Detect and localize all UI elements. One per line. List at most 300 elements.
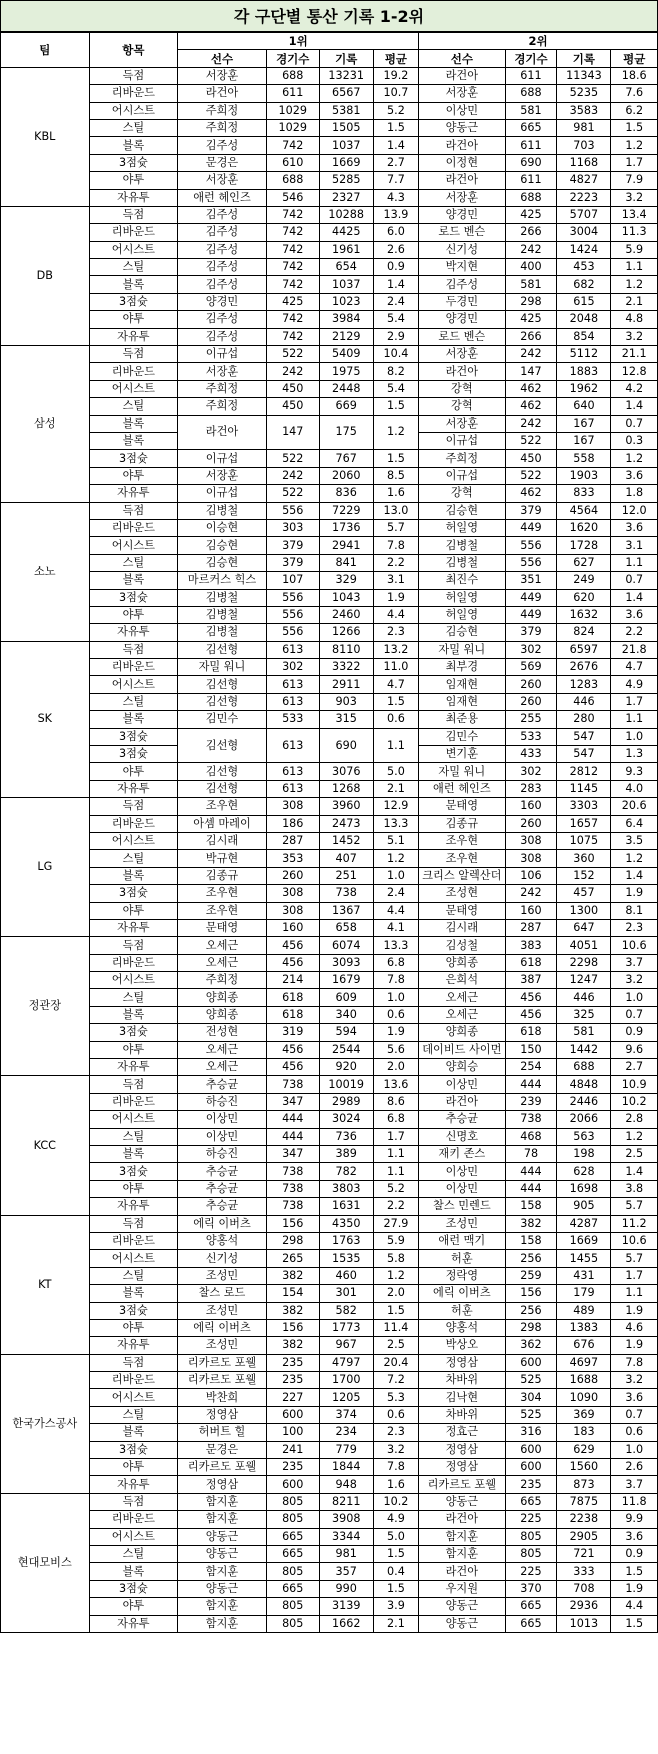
cell-item: 어시스트 xyxy=(89,1111,178,1128)
cell-player-2: 양경민 xyxy=(419,311,505,328)
cell-item: 스틸 xyxy=(89,1128,178,1145)
cell-record-1: 374 xyxy=(319,1406,373,1423)
cell-games-2: 298 xyxy=(505,1319,557,1336)
cell-avg-2: 1.1 xyxy=(611,554,658,571)
cell-avg-1: 0.6 xyxy=(373,711,418,728)
cell-player-1: 자밀 워니 xyxy=(178,659,267,676)
cell-record-2: 453 xyxy=(557,259,611,276)
cell-avg-1: 2.5 xyxy=(373,1337,418,1354)
cell-record-1: 1266 xyxy=(319,624,373,641)
cell-avg-2: 8.1 xyxy=(611,902,658,919)
cell-record-2: 280 xyxy=(557,711,611,728)
cell-avg-2: 1.1 xyxy=(611,711,658,728)
cell-games-2: 449 xyxy=(505,589,557,606)
table-row xyxy=(1,537,658,554)
header-item: 항목 xyxy=(89,33,178,68)
cell-avg-2: 1.5 xyxy=(611,119,658,136)
cell-record-2: 2066 xyxy=(557,1111,611,1128)
cell-record-1: 5285 xyxy=(319,172,373,189)
cell-record-2: 4697 xyxy=(557,1354,611,1371)
cell-avg-2: 9.6 xyxy=(611,1041,658,1058)
cell-item: 어시스트 xyxy=(89,972,178,989)
table-body xyxy=(1,67,658,1632)
cell-avg-2: 10.9 xyxy=(611,1076,658,1093)
table-row xyxy=(1,67,658,84)
cell-player-1: 조우현 xyxy=(178,885,267,902)
table-row xyxy=(1,937,658,954)
cell-avg-2: 10.6 xyxy=(611,1232,658,1249)
table-row xyxy=(1,832,658,849)
cell-record-1: 1205 xyxy=(319,1389,373,1406)
cell-games-2: 387 xyxy=(505,972,557,989)
table-row xyxy=(1,1250,658,1267)
cell-games-2: 444 xyxy=(505,1180,557,1197)
cell-record-1: 4350 xyxy=(319,1215,373,1232)
cell-avg-2: 4.6 xyxy=(611,1319,658,1336)
cell-player-1: 에릭 이버츠 xyxy=(178,1215,267,1232)
cell-avg-1: 2.2 xyxy=(373,1198,418,1215)
cell-games-1: 533 xyxy=(266,711,319,728)
header-games-2: 경기수 xyxy=(505,50,557,67)
cell-record-1: 654 xyxy=(319,259,373,276)
cell-player-1: 함지훈 xyxy=(178,1493,267,1510)
cell-record-2: 446 xyxy=(557,989,611,1006)
cell-record-2: 721 xyxy=(557,1545,611,1562)
cell-record-2: 1632 xyxy=(557,606,611,623)
cell-item: 자유투 xyxy=(89,780,178,797)
cell-record-1: 767 xyxy=(319,450,373,467)
table-row xyxy=(1,102,658,119)
cell-record-2: 5707 xyxy=(557,206,611,223)
cell-record-2: 547 xyxy=(557,728,611,745)
cell-avg-2: 3.6 xyxy=(611,1389,658,1406)
cell-record-2: 360 xyxy=(557,850,611,867)
table-row xyxy=(1,415,658,432)
cell-item: 득점 xyxy=(89,1354,178,1371)
cell-games-1: 214 xyxy=(266,972,319,989)
cell-player-1: 양희종 xyxy=(178,989,267,1006)
cell-avg-1: 4.7 xyxy=(373,676,418,693)
cell-player-2: 조우현 xyxy=(419,832,505,849)
cell-record-1: 1679 xyxy=(319,972,373,989)
cell-avg-2: 1.2 xyxy=(611,276,658,293)
cell-player-1: 함지훈 xyxy=(178,1598,267,1615)
cell-player-2: 양동근 xyxy=(419,1493,505,1510)
cell-games-2: 665 xyxy=(505,1615,557,1632)
cell-games-2: 150 xyxy=(505,1041,557,1058)
table-row xyxy=(1,659,658,676)
cell-record-1: 841 xyxy=(319,554,373,571)
cell-record-1: 1844 xyxy=(319,1459,373,1476)
cell-player-1: 이규섭 xyxy=(178,450,267,467)
cell-games-1: 298 xyxy=(266,1232,319,1249)
cell-avg-2: 10.2 xyxy=(611,1093,658,1110)
cell-avg-1: 1.2 xyxy=(373,1267,418,1284)
cell-avg-1: 2.9 xyxy=(373,328,418,345)
cell-avg-2: 1.8 xyxy=(611,485,658,502)
cell-player-2: 최진수 xyxy=(419,572,505,589)
cell-record-2: 5235 xyxy=(557,85,611,102)
cell-record-1: 782 xyxy=(319,1163,373,1180)
cell-avg-2: 1.0 xyxy=(611,728,658,745)
table-row xyxy=(1,241,658,258)
cell-games-1: 425 xyxy=(266,293,319,310)
cell-record-2: 1688 xyxy=(557,1372,611,1389)
cell-games-2: 581 xyxy=(505,102,557,119)
cell-record-1: 3344 xyxy=(319,1528,373,1545)
cell-avg-1: 1.2 xyxy=(373,850,418,867)
team-name: 소노 xyxy=(1,502,90,641)
cell-record-2: 2812 xyxy=(557,763,611,780)
cell-games-1: 379 xyxy=(266,554,319,571)
cell-record-2: 4051 xyxy=(557,937,611,954)
cell-avg-1: 4.1 xyxy=(373,919,418,936)
cell-avg-1: 5.1 xyxy=(373,832,418,849)
cell-player-1: 조우현 xyxy=(178,902,267,919)
cell-avg-1: 2.2 xyxy=(373,554,418,571)
cell-games-2: 665 xyxy=(505,1493,557,1510)
cell-avg-2: 1.1 xyxy=(611,1285,658,1302)
cell-item: 블록 xyxy=(89,572,178,589)
cell-avg-1: 5.3 xyxy=(373,1389,418,1406)
cell-record-2: 1013 xyxy=(557,1615,611,1632)
cell-avg-2: 0.7 xyxy=(611,415,658,432)
cell-player-2: 찰스 민렌드 xyxy=(419,1198,505,1215)
cell-item: 블록 xyxy=(89,1424,178,1441)
cell-avg-2: 4.8 xyxy=(611,311,658,328)
cell-games-1: 618 xyxy=(266,989,319,1006)
cell-player-2: 허일영 xyxy=(419,589,505,606)
cell-games-1: 235 xyxy=(266,1459,319,1476)
cell-record-2: 179 xyxy=(557,1285,611,1302)
cell-games-1: 738 xyxy=(266,1198,319,1215)
cell-avg-1: 1.5 xyxy=(373,450,418,467)
cell-item: 자유투 xyxy=(89,1059,178,1076)
cell-player-2: 서장훈 xyxy=(419,346,505,363)
cell-item: 3점슛 xyxy=(89,293,178,310)
cell-player-1: 오세근 xyxy=(178,1041,267,1058)
cell-games-1: 382 xyxy=(266,1337,319,1354)
table-row xyxy=(1,1111,658,1128)
table-row xyxy=(1,1441,658,1458)
cell-item: 야투 xyxy=(89,1180,178,1197)
cell-avg-1: 20.4 xyxy=(373,1354,418,1371)
cell-record-2: 854 xyxy=(557,328,611,345)
cell-player-1: 서장훈 xyxy=(178,172,267,189)
cell-item: 블록 xyxy=(89,1146,178,1163)
cell-item: 자유투 xyxy=(89,624,178,641)
cell-record-1: 836 xyxy=(319,485,373,502)
cell-player-2: 양희종 xyxy=(419,954,505,971)
cell-avg-2: 1.1 xyxy=(611,259,658,276)
table-row xyxy=(1,954,658,971)
cell-avg-1: 5.4 xyxy=(373,380,418,397)
cell-games-2: 160 xyxy=(505,902,557,919)
cell-player-2: 조우현 xyxy=(419,850,505,867)
cell-record-1: 3908 xyxy=(319,1511,373,1528)
cell-avg-1: 5.9 xyxy=(373,1232,418,1249)
cell-games-1: 742 xyxy=(266,206,319,223)
cell-games-2: 260 xyxy=(505,693,557,710)
cell-avg-2: 3.5 xyxy=(611,832,658,849)
cell-record-1: 175 xyxy=(319,415,373,450)
cell-player-1: 김주성 xyxy=(178,328,267,345)
page-title: 각 구단별 통산 기록 1-2위 xyxy=(0,0,658,32)
cell-avg-1: 2.4 xyxy=(373,885,418,902)
team-name: KBL xyxy=(1,67,90,206)
cell-games-1: 556 xyxy=(266,502,319,519)
team-name: KCC xyxy=(1,1076,90,1215)
cell-player-1: 조성민 xyxy=(178,1337,267,1354)
cell-games-1: 613 xyxy=(266,728,319,763)
cell-games-1: 242 xyxy=(266,363,319,380)
cell-games-1: 100 xyxy=(266,1424,319,1441)
cell-player-2: 김낙현 xyxy=(419,1389,505,1406)
cell-record-1: 4425 xyxy=(319,224,373,241)
table-row xyxy=(1,1598,658,1615)
cell-record-2: 4287 xyxy=(557,1215,611,1232)
header-rank1: 1위 xyxy=(178,33,419,50)
cell-avg-1: 4.9 xyxy=(373,1511,418,1528)
cell-games-1: 1029 xyxy=(266,119,319,136)
cell-item: 3점슛 xyxy=(89,746,178,763)
table-row xyxy=(1,1337,658,1354)
cell-record-1: 5409 xyxy=(319,346,373,363)
cell-player-2: 라건아 xyxy=(419,137,505,154)
cell-player-2: 김승현 xyxy=(419,624,505,641)
cell-item: 야투 xyxy=(89,763,178,780)
cell-player-2: 김주성 xyxy=(419,276,505,293)
cell-player-2: 추승균 xyxy=(419,1111,505,1128)
cell-record-1: 2544 xyxy=(319,1041,373,1058)
cell-avg-2: 18.6 xyxy=(611,67,658,84)
cell-avg-2: 1.2 xyxy=(611,850,658,867)
cell-games-2: 304 xyxy=(505,1389,557,1406)
table-row xyxy=(1,589,658,606)
cell-item: 자유투 xyxy=(89,1615,178,1632)
cell-player-2: 양홍석 xyxy=(419,1319,505,1336)
cell-player-2: 자밀 워니 xyxy=(419,763,505,780)
cell-player-1: 김시래 xyxy=(178,832,267,849)
table-row xyxy=(1,1006,658,1023)
cell-record-1: 690 xyxy=(319,728,373,763)
cell-record-1: 8110 xyxy=(319,641,373,658)
cell-avg-1: 2.0 xyxy=(373,1285,418,1302)
header-record-2: 기록 xyxy=(557,50,611,67)
cell-record-2: 167 xyxy=(557,432,611,449)
cell-avg-2: 1.2 xyxy=(611,1128,658,1145)
cell-record-1: 1662 xyxy=(319,1615,373,1632)
cell-avg-2: 3.2 xyxy=(611,1372,658,1389)
cell-item: 자유투 xyxy=(89,1476,178,1493)
cell-record-2: 4564 xyxy=(557,502,611,519)
cell-avg-1: 1.5 xyxy=(373,1545,418,1562)
cell-player-1: 이상민 xyxy=(178,1128,267,1145)
cell-player-2: 김민수 xyxy=(419,728,505,745)
cell-games-1: 742 xyxy=(266,276,319,293)
cell-games-1: 227 xyxy=(266,1389,319,1406)
cell-record-2: 647 xyxy=(557,919,611,936)
cell-item: 스틸 xyxy=(89,259,178,276)
cell-item: 야투 xyxy=(89,1041,178,1058)
cell-games-2: 665 xyxy=(505,1598,557,1615)
cell-record-2: 1560 xyxy=(557,1459,611,1476)
cell-item: 3점슛 xyxy=(89,1302,178,1319)
cell-games-2: 556 xyxy=(505,537,557,554)
cell-avg-2: 2.6 xyxy=(611,1459,658,1476)
cell-item: 야투 xyxy=(89,311,178,328)
cell-record-1: 903 xyxy=(319,693,373,710)
cell-record-2: 833 xyxy=(557,485,611,502)
cell-avg-1: 6.8 xyxy=(373,1111,418,1128)
table-row xyxy=(1,850,658,867)
cell-record-1: 1043 xyxy=(319,589,373,606)
cell-player-2: 양동근 xyxy=(419,119,505,136)
table-row xyxy=(1,1545,658,1562)
cell-player-1: 주희정 xyxy=(178,398,267,415)
cell-record-2: 167 xyxy=(557,415,611,432)
cell-player-2: 박상오 xyxy=(419,1337,505,1354)
cell-record-2: 563 xyxy=(557,1128,611,1145)
cell-avg-2: 0.3 xyxy=(611,432,658,449)
cell-item: 블록 xyxy=(89,415,178,432)
cell-player-1: 신기성 xyxy=(178,1250,267,1267)
cell-record-2: 5112 xyxy=(557,346,611,363)
cell-item: 블록 xyxy=(89,432,178,449)
cell-avg-2: 1.9 xyxy=(611,1337,658,1354)
cell-player-1: 김종규 xyxy=(178,867,267,884)
cell-avg-2: 6.4 xyxy=(611,815,658,832)
cell-player-2: 우지원 xyxy=(419,1580,505,1597)
cell-avg-2: 21.8 xyxy=(611,641,658,658)
cell-avg-2: 4.9 xyxy=(611,676,658,693)
cell-avg-1: 2.1 xyxy=(373,1615,418,1632)
table-row xyxy=(1,1128,658,1145)
cell-record-1: 920 xyxy=(319,1059,373,1076)
cell-games-1: 1029 xyxy=(266,102,319,119)
cell-player-1: 아셈 마레이 xyxy=(178,815,267,832)
cell-avg-1: 11.4 xyxy=(373,1319,418,1336)
cell-avg-1: 19.2 xyxy=(373,67,418,84)
cell-item: 득점 xyxy=(89,346,178,363)
cell-record-1: 1037 xyxy=(319,276,373,293)
cell-games-2: 444 xyxy=(505,1076,557,1093)
cell-games-1: 260 xyxy=(266,867,319,884)
cell-item: 스틸 xyxy=(89,1406,178,1423)
cell-player-2: 정효근 xyxy=(419,1424,505,1441)
cell-games-1: 688 xyxy=(266,172,319,189)
cell-item: 3점슛 xyxy=(89,1441,178,1458)
cell-games-2: 611 xyxy=(505,137,557,154)
cell-record-2: 457 xyxy=(557,885,611,902)
cell-player-1: 김선형 xyxy=(178,693,267,710)
team-name: 현대모비스 xyxy=(1,1493,90,1632)
cell-avg-1: 3.2 xyxy=(373,1441,418,1458)
cell-player-2: 크리스 알렉산더 xyxy=(419,867,505,884)
cell-games-2: 370 xyxy=(505,1580,557,1597)
cell-player-2: 강혁 xyxy=(419,398,505,415)
table-row xyxy=(1,902,658,919)
cell-games-2: 618 xyxy=(505,1024,557,1041)
cell-record-1: 1773 xyxy=(319,1319,373,1336)
table-row xyxy=(1,1163,658,1180)
cell-record-2: 2223 xyxy=(557,189,611,206)
cell-record-1: 2911 xyxy=(319,676,373,693)
cell-avg-2: 12.0 xyxy=(611,502,658,519)
cell-avg-1: 10.4 xyxy=(373,346,418,363)
cell-avg-2: 1.9 xyxy=(611,1302,658,1319)
cell-record-2: 824 xyxy=(557,624,611,641)
cell-avg-2: 7.8 xyxy=(611,1354,658,1371)
cell-games-2: 462 xyxy=(505,398,557,415)
cell-avg-2: 0.6 xyxy=(611,1424,658,1441)
cell-player-2: 강혁 xyxy=(419,380,505,397)
cell-avg-2: 1.3 xyxy=(611,746,658,763)
cell-item: 어시스트 xyxy=(89,380,178,397)
cell-record-2: 152 xyxy=(557,867,611,884)
cell-avg-2: 3.6 xyxy=(611,606,658,623)
cell-avg-1: 1.5 xyxy=(373,119,418,136)
cell-avg-1: 1.1 xyxy=(373,1146,418,1163)
table-row xyxy=(1,398,658,415)
cell-record-1: 948 xyxy=(319,1476,373,1493)
cell-item: 어시스트 xyxy=(89,102,178,119)
cell-player-1: 조우현 xyxy=(178,798,267,815)
cell-record-2: 2936 xyxy=(557,1598,611,1615)
cell-item: 스틸 xyxy=(89,850,178,867)
cell-item: 야투 xyxy=(89,1459,178,1476)
cell-record-1: 1763 xyxy=(319,1232,373,1249)
cell-avg-1: 1.0 xyxy=(373,989,418,1006)
cell-avg-2: 11.2 xyxy=(611,1215,658,1232)
cell-item: 스틸 xyxy=(89,554,178,571)
cell-avg-1: 7.8 xyxy=(373,972,418,989)
table-row xyxy=(1,154,658,171)
cell-games-2: 242 xyxy=(505,885,557,902)
cell-player-2: 로드 벤슨 xyxy=(419,328,505,345)
cell-item: 리바운드 xyxy=(89,363,178,380)
cell-player-2: 양동근 xyxy=(419,1598,505,1615)
cell-avg-1: 8.6 xyxy=(373,1093,418,1110)
cell-item: 3점슛 xyxy=(89,728,178,745)
cell-avg-1: 5.2 xyxy=(373,1180,418,1197)
cell-player-2: 서장훈 xyxy=(419,189,505,206)
cell-player-2: 최준용 xyxy=(419,711,505,728)
cell-record-2: 640 xyxy=(557,398,611,415)
table-row xyxy=(1,328,658,345)
cell-avg-1: 1.4 xyxy=(373,137,418,154)
cell-player-2: 정영삼 xyxy=(419,1354,505,1371)
cell-record-1: 10019 xyxy=(319,1076,373,1093)
cell-avg-1: 0.4 xyxy=(373,1563,418,1580)
cell-avg-1: 5.7 xyxy=(373,519,418,536)
cell-games-2: 302 xyxy=(505,763,557,780)
table-row xyxy=(1,763,658,780)
cell-games-2: 239 xyxy=(505,1093,557,1110)
cell-player-1: 김선형 xyxy=(178,641,267,658)
cell-games-2: 600 xyxy=(505,1354,557,1371)
cell-player-1: 추승균 xyxy=(178,1180,267,1197)
cell-avg-1: 2.3 xyxy=(373,1424,418,1441)
cell-player-2: 서장훈 xyxy=(419,415,505,432)
cell-player-2: 허일영 xyxy=(419,519,505,536)
cell-player-2: 재키 존스 xyxy=(419,1146,505,1163)
table-row xyxy=(1,1406,658,1423)
cell-games-2: 468 xyxy=(505,1128,557,1145)
table-row xyxy=(1,1528,658,1545)
cell-games-1: 613 xyxy=(266,693,319,710)
cell-avg-2: 4.2 xyxy=(611,380,658,397)
